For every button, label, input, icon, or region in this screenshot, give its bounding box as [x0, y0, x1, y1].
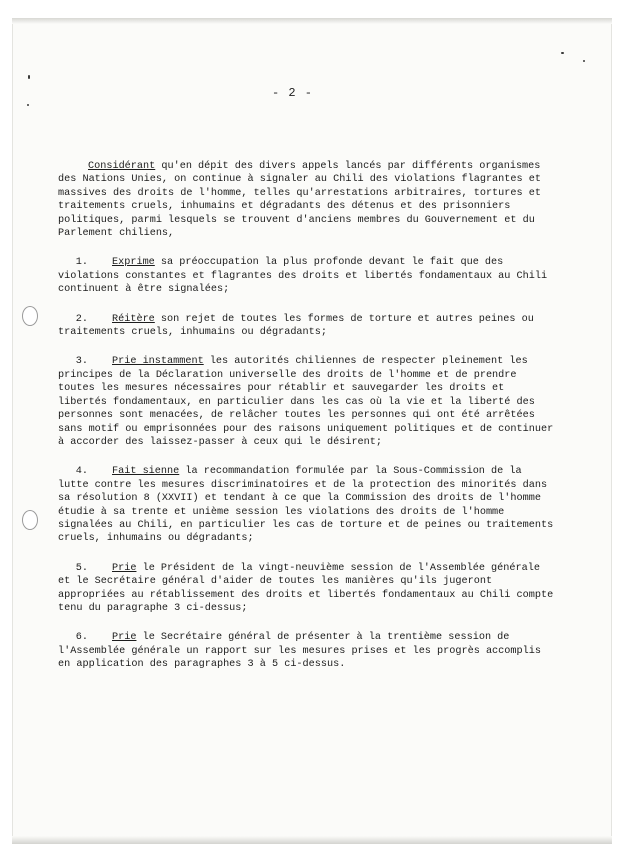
page-bottom-edge: [12, 836, 612, 844]
paragraph-text: le Président de la vingt-neuvième session de l'Assemblée générale et le Secrétaire général d'aider de toutes les manières qu'ils jugeront appropriées au rétablissement des droits et libertés fondamentaux au Chili compte tenu du paragraphe 3 ci-dessus;: [58, 562, 554, 614]
paragraph-text: les autorités chiliennes de respecter pleinement les principes de la Déclaration universelle des droits de l'homme et de prendre toutes les mesures nécessaires pour rétablir et sauvegarder les droits et libertés fondamentaux, en particulier dans les cas où la vie et la liberté des personnes sont menacées, de relâcher toutes les personnes qui ont été arrêtées sans motif ou emprisonnées pour des raisons uniquement politiques et de continuer à accorder des laissez-passer à ceux qui le désirent;: [58, 356, 554, 448]
paragraph-text: sa préoccupation la plus profonde devant le fait que des violations constantes et flagrantes des droits et libertés fondamentaux au Chili continuent à être signalées;: [58, 257, 548, 296]
operative-paragraph-5: [58, 562, 558, 616]
resolution-text: [58, 160, 558, 688]
page-number: - 2 -: [272, 86, 314, 100]
paragraph-number: 4.: [75, 466, 88, 478]
paragraph-text: la recommandation formulée par la Sous-Commission de la lutte contre les mesures discriminatoires et de la protection des minorités dans sa résolution 8 (XXVII) et tendant à ce que la Commission des droits de l'homme étudie à sa trente et unième session les violations des droits de l'homme signalées au Chili, en particulier les cas de torture et de peines ou traitements cruels, inhumains ou dégradants;: [58, 466, 554, 545]
scan-speck: [27, 104, 29, 106]
paragraph-text: le Secrétaire général de présenter à la trentième session de l'Assemblée générale un rapport sur les mesures prises et les progrès accomplis en application des paragraphes 3 à 5 ci-dessus.: [58, 632, 541, 671]
preamble-verb: Considérant: [88, 161, 156, 172]
paragraph-number: 6.: [75, 632, 88, 644]
operative-paragraph-6: [58, 631, 558, 671]
scan-speck: [561, 52, 564, 54]
paragraph-verb: Prie: [112, 632, 137, 644]
scan-speck: [583, 60, 585, 62]
operative-paragraph-3: [58, 355, 558, 449]
operative-paragraph-4: [58, 465, 558, 545]
paragraph-verb: Prie instamment: [112, 356, 204, 368]
punch-hole-lower: [22, 510, 38, 530]
punch-hole-upper: [22, 306, 38, 326]
paragraph-number: 3.: [75, 356, 88, 368]
paragraph-verb: Exprime: [112, 257, 155, 269]
paragraph-verb: Prie: [112, 562, 137, 574]
preamble-text: qu'en dépit des divers appels lancés par différents organismes des Nations Unies, on continue à signaler au Chili des violations flagrantes et massives des droits de l'homme, telles qu'arrestations arbitraires, tortures et traitements cruels, inhumains et dégradants des détenus et des prisonniers politiques, parmi lesquels se trouvent d'anciens membres du Gouvernement et du Parlement chiliens,: [58, 161, 541, 240]
operative-paragraph-1: [58, 256, 558, 296]
paragraph-verb: Fait sienne: [112, 466, 180, 478]
page-top-edge: [12, 18, 612, 24]
paragraph-number: 2.: [75, 313, 88, 325]
paragraph-verb: Réitère: [112, 313, 155, 325]
preamble-paragraph: [58, 160, 558, 240]
paragraph-number: 5.: [75, 562, 88, 574]
paragraph-number: 1.: [75, 257, 88, 269]
paragraph-text: son rejet de toutes les formes de torture et autres peines ou traitements cruels, inhumains ou dégradants;: [58, 313, 534, 339]
scan-speck: [28, 75, 30, 79]
operative-paragraph-2: [58, 313, 558, 340]
